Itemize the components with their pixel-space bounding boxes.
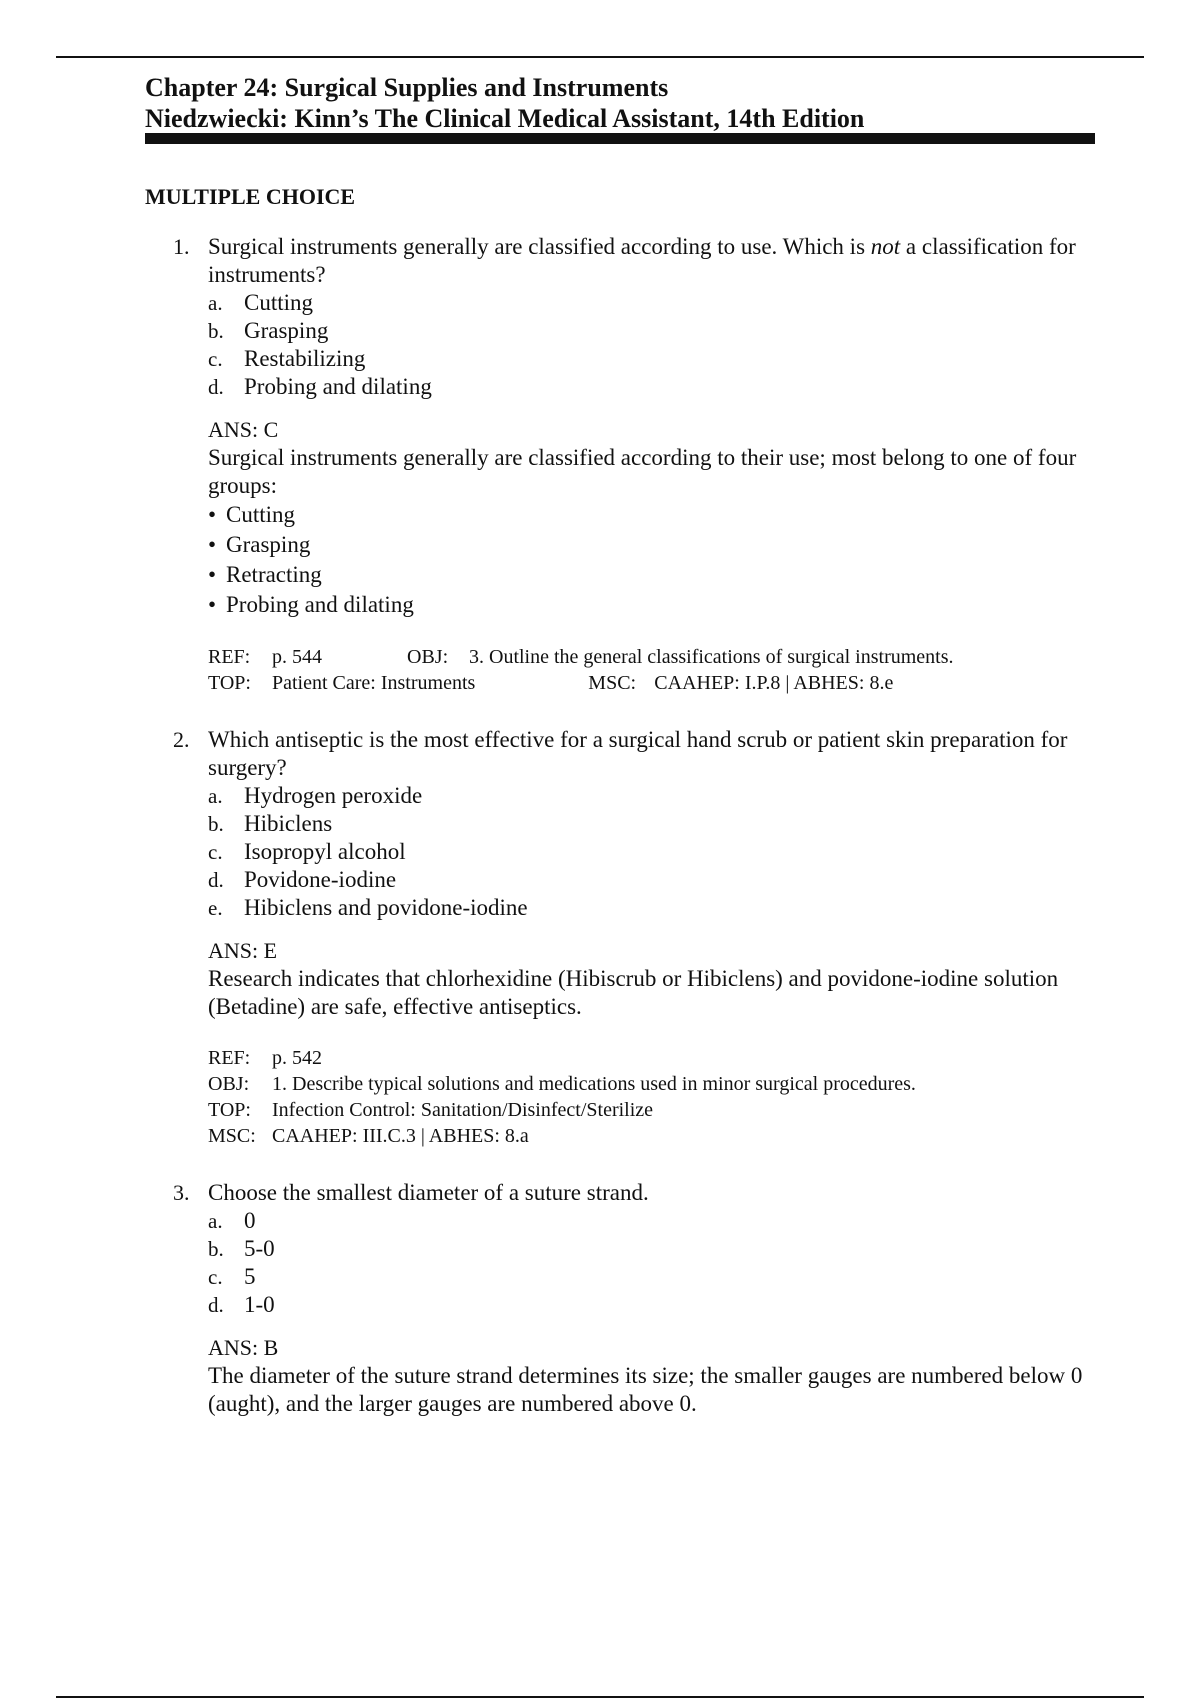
question-3 xyxy=(0,1179,1200,1418)
question-metadata xyxy=(208,644,1200,696)
bullet-list xyxy=(208,500,1200,620)
question-text: Which antiseptic is the most effective for a surgical hand scrub or patient skin preparation for surgery? xyxy=(208,727,1068,780)
top-value: Infection Control: Sanitation/Disinfect/Sterilize xyxy=(272,1099,654,1121)
document-header xyxy=(145,72,1095,134)
option-d: d. Probing and dilating xyxy=(208,374,432,399)
bullet-item: • Grasping xyxy=(208,532,311,557)
ref-value: p. 544 xyxy=(272,646,322,668)
bottom-rule xyxy=(56,1696,1144,1698)
msc-value: CAAHEP: III.C.3 | ABHES: 8.a xyxy=(272,1125,529,1147)
questions-list xyxy=(0,233,1200,1448)
option-a: a. Hydrogen peroxide xyxy=(208,783,423,808)
options-list xyxy=(208,782,1200,922)
section-title: MULTIPLE CHOICE xyxy=(145,184,356,209)
answer: ANS: C xyxy=(208,417,279,442)
explanation: The diameter of the suture strand determines its size; the smaller gauges are numbered below 0 (aught), and the larger gauges are numbered above 0. xyxy=(208,1363,1083,1416)
top-label: TOP: xyxy=(208,672,251,694)
msc-label: MSC: xyxy=(588,672,637,694)
explanation: Surgical instruments generally are classified according to their use; most belong to one of four groups: xyxy=(208,445,1077,498)
option-a: a. 0 xyxy=(208,1208,256,1233)
msc-label: MSC: xyxy=(208,1125,256,1147)
chapter-title: Chapter 24: Surgical Supplies and Instruments xyxy=(145,73,669,102)
question-text: Choose the smallest diameter of a suture strand. xyxy=(208,1180,649,1205)
ref-value: p. 542 xyxy=(272,1047,322,1069)
option-c: c. Restabilizing xyxy=(208,346,366,371)
obj-label: OBJ: xyxy=(407,646,449,668)
top-rule xyxy=(56,56,1144,58)
option-d: d. Povidone-iodine xyxy=(208,867,397,892)
obj-value: 3. Outline the general classifications of surgical instruments. xyxy=(469,646,954,668)
msc-value: CAAHEP: I.P.8 | ABHES: 8.e xyxy=(654,672,894,694)
option-b: b. Hibiclens xyxy=(208,811,333,836)
bullet-item: • Cutting xyxy=(208,502,296,527)
obj-value: 1. Describe typical solutions and medications used in minor surgical procedures. xyxy=(272,1073,916,1095)
obj-label: OBJ: xyxy=(208,1073,250,1095)
option-d: d. 1-0 xyxy=(208,1292,275,1317)
option-b: b. Grasping xyxy=(208,318,329,343)
question-2 xyxy=(0,726,1200,1149)
question-text: Surgical instruments generally are classified according to use. Which is not a classification for instruments? xyxy=(208,234,1076,287)
ref-label: REF: xyxy=(208,1047,251,1069)
option-a: a. Cutting xyxy=(208,290,314,315)
question-1 xyxy=(0,233,1200,696)
options-list xyxy=(208,289,1200,401)
question-metadata xyxy=(208,1045,1200,1149)
ref-label: REF: xyxy=(208,646,251,668)
answer: ANS: E xyxy=(208,938,278,963)
bullet-item: • Retracting xyxy=(208,562,322,587)
option-c: c. 5 xyxy=(208,1264,256,1289)
option-c: c. Isopropyl alcohol xyxy=(208,839,406,864)
book-title: Niedzwiecki: Kinn’s The Clinical Medical Assistant, 14th Edition xyxy=(145,104,865,133)
top-value: Patient Care: Instruments xyxy=(272,672,476,694)
question-number: 1. xyxy=(173,234,190,259)
top-label: TOP: xyxy=(208,1099,251,1121)
options-list xyxy=(208,1207,1200,1319)
bullet-item: • Probing and dilating xyxy=(208,592,414,617)
question-number: 3. xyxy=(173,1180,190,1205)
option-b: b. 5-0 xyxy=(208,1236,275,1261)
header-bar xyxy=(145,133,1095,144)
question-emphasis: not xyxy=(870,234,901,259)
explanation: Research indicates that chlorhexidine (Hibiscrub or Hibiclens) and povidone-iodine solution (Betadine) are safe, effective antiseptics. xyxy=(208,966,1059,1019)
answer: ANS: B xyxy=(208,1335,279,1360)
option-e: e. Hibiclens and povidone-iodine xyxy=(208,895,528,920)
question-number: 2. xyxy=(173,727,190,752)
